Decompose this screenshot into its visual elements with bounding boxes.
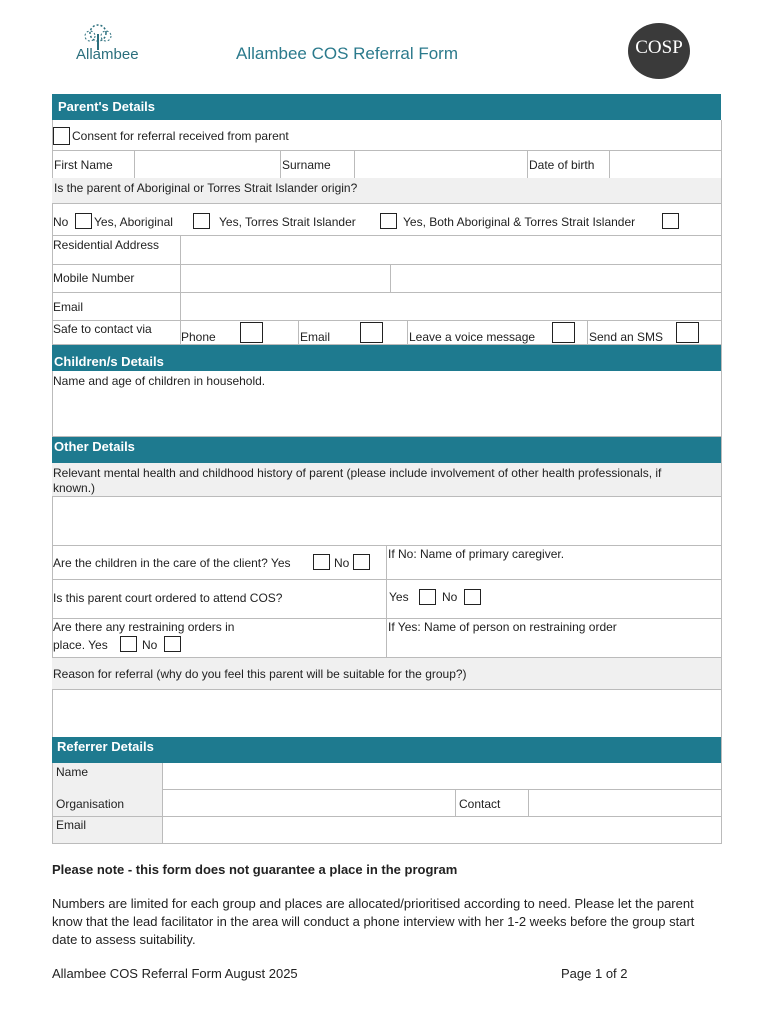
form-title: Allambee COS Referral Form: [236, 44, 459, 63]
email-label: Email: [53, 300, 84, 314]
origin-aboriginal-label: Yes, Aboriginal: [94, 215, 173, 229]
voice-checkbox[interactable]: [552, 322, 575, 343]
court-yes-label: Yes: [389, 590, 409, 604]
divider: [455, 790, 456, 816]
referrer-email-label: Email: [56, 818, 87, 832]
consent-checkbox[interactable]: [53, 127, 70, 145]
origin-no-label: No: [53, 215, 69, 229]
phone-label: Phone: [181, 330, 216, 344]
referrer-name-field[interactable]: [163, 764, 720, 789]
footer-form-name: Allambee COS Referral Form August 2025: [52, 966, 298, 981]
phone-checkbox[interactable]: [240, 322, 263, 343]
sms-checkbox[interactable]: [676, 322, 699, 343]
restraining-no-label: No: [142, 638, 158, 652]
disclaimer-note: Please note - this form does not guarantee a place in the program: [52, 862, 458, 877]
court-no-label: No: [442, 590, 458, 604]
dob-field[interactable]: [610, 152, 720, 178]
divider: [587, 320, 588, 344]
footer-page-number: Page 1 of 2: [561, 966, 628, 981]
restraining-name-label: If Yes: Name of person on restraining order: [388, 620, 617, 634]
care-no-checkbox[interactable]: [353, 554, 370, 570]
surname-label: Surname: [282, 158, 331, 172]
mobile-label: Mobile Number: [53, 271, 135, 285]
divider: [527, 151, 528, 178]
address-label: Residential Address: [53, 238, 160, 252]
care-question: Are the children in the care of the client? Yes: [53, 556, 291, 570]
first-name-label: First Name: [54, 158, 113, 172]
referrer-email-field[interactable]: [163, 818, 720, 843]
contact-label: Contact: [459, 797, 501, 811]
origin-both-checkbox[interactable]: [662, 213, 679, 229]
care-yes-checkbox[interactable]: [313, 554, 330, 570]
allambee-logo: [70, 24, 152, 68]
court-yes-checkbox[interactable]: [419, 589, 436, 605]
section-title: Children/s Details: [54, 354, 164, 369]
form-frame-right: [721, 120, 722, 844]
origin-tsi-label: Yes, Torres Strait Islander: [219, 215, 356, 229]
organisation-label: Organisation: [56, 797, 125, 811]
history-prompt-line2: known.): [53, 481, 96, 495]
restraining-no-checkbox[interactable]: [164, 636, 181, 652]
sms-label: Send an SMS: [589, 330, 664, 344]
info-paragraph: Numbers are limited for each group and places are allocated/prioritised according to need. Please let the parent know that the lead facilitator in the area will conduct a phone interview with her 1-2 weeks before the group start date to assess suitability.: [52, 896, 695, 947]
organisation-field[interactable]: [163, 791, 455, 816]
cosp-badge-text: COSP: [635, 37, 683, 58]
cosp-badge: [628, 23, 690, 79]
email-field[interactable]: [181, 293, 720, 319]
divider: [407, 320, 408, 344]
voice-label: Leave a voice message: [409, 330, 536, 344]
address-field[interactable]: [181, 237, 720, 263]
restraining-yes-checkbox[interactable]: [120, 636, 137, 652]
section-title: Referrer Details: [57, 739, 154, 754]
court-no-checkbox[interactable]: [464, 589, 481, 605]
section-title: Other Details: [54, 439, 135, 454]
origin-no-checkbox[interactable]: [75, 213, 92, 229]
mobile-field-alt[interactable]: [391, 265, 720, 291]
mobile-field[interactable]: [181, 265, 390, 291]
section-title: Parent's Details: [58, 99, 156, 114]
divider: [298, 320, 299, 344]
restraining-question-line2: place. Yes: [53, 638, 108, 652]
consent-label: Consent for referral received from parent: [72, 129, 289, 143]
children-prompt: Name and age of children in household.: [53, 374, 266, 388]
origin-both-label: Yes, Both Aboriginal & Torres Strait Islander: [403, 215, 636, 229]
dob-label: Date of birth: [529, 158, 595, 172]
care-no-label: No: [334, 556, 350, 570]
history-field[interactable]: [53, 498, 720, 544]
logo-text: Allambee: [76, 46, 139, 63]
origin-aboriginal-checkbox[interactable]: [193, 213, 210, 229]
other-details-header: [52, 437, 721, 463]
contact-field[interactable]: [529, 791, 720, 816]
parents-details-header: [52, 94, 721, 120]
caregiver-label: If No: Name of primary caregiver.: [388, 547, 565, 561]
history-prompt-line1: Relevant mental health and childhood history of parent (please include involvement of other health professionals, if: [53, 466, 662, 480]
email-checkbox[interactable]: [360, 322, 383, 343]
reason-field[interactable]: [53, 691, 720, 736]
children-field[interactable]: [53, 390, 720, 435]
origin-question: Is the parent of Aboriginal or Torres Strait Islander origin?: [54, 181, 358, 195]
divider: [280, 151, 281, 178]
children-details-header: [52, 345, 721, 371]
surname-field[interactable]: [355, 152, 527, 178]
referrer-name-label: Name: [56, 765, 89, 779]
first-name-field[interactable]: [135, 152, 280, 178]
email-option-label: Email: [300, 330, 331, 344]
reason-prompt: Reason for referral (why do you feel this parent will be suitable for the group?): [53, 667, 467, 681]
safe-contact-label: Safe to contact via: [53, 322, 152, 336]
referrer-details-header: [52, 737, 721, 763]
origin-tsi-checkbox[interactable]: [380, 213, 397, 229]
restraining-question-line1: Are there any restraining orders in: [53, 620, 235, 634]
court-question: Is this parent court ordered to attend COS?: [53, 591, 283, 605]
